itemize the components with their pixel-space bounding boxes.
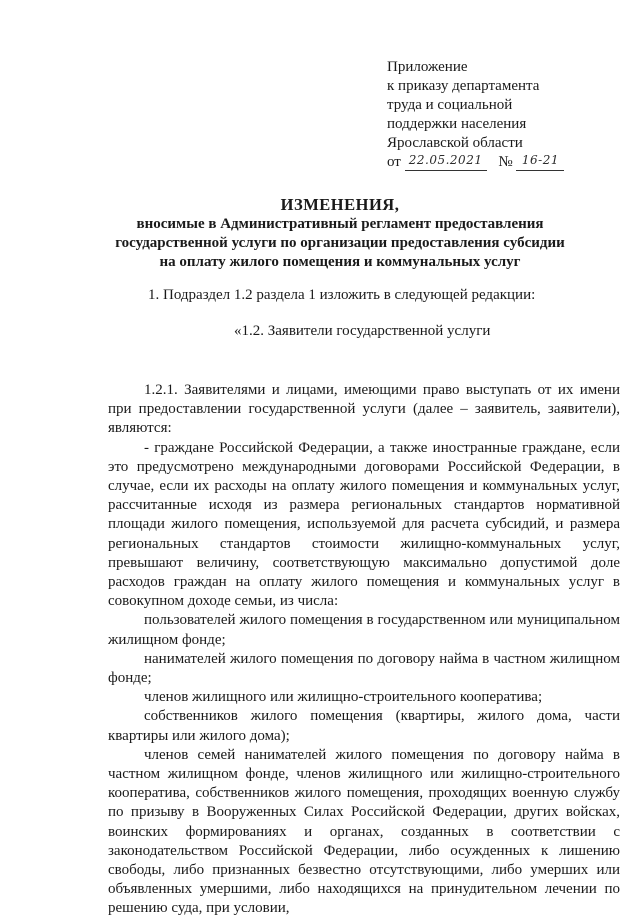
appendix-line: к приказу департамента <box>387 78 540 94</box>
document-title-block <box>60 195 620 272</box>
document-title: ИЗМЕНЕНИЯ, <box>280 195 400 214</box>
paragraph: пользователей жилого помещения в государственном или муниципальном жилищном фонде; <box>108 612 620 648</box>
section-heading: «1.2. Заявители государственной услуги <box>234 323 491 339</box>
appendix-line: поддержки населения <box>387 116 527 132</box>
title-subline: государственной услуги по организации предоставления субсидии <box>115 235 565 251</box>
paragraph: - граждане Российской Федерации, а также иностранные граждане, если это предусмотрено международными договорами Российской Федерации, в случае, если их расходы на оплату жилого помещения и коммунальных услуг, рассчитанные исходя из размера региональных стандартов нормативной площади жилого помещения, используемой для расчета субсидий, и размера региональных стандартов стоимости жилищно-коммунальных услуг, превышают величину, соответствующую максимально допустимой доле расходов граждан на оплату жилого помещения и коммунальных услуг в совокупном доходе семьи, из числа: <box>108 439 620 610</box>
title-subline: на оплату жилого помещения и коммунальных услуг <box>159 254 521 270</box>
intro-paragraph: 1. Подраздел 1.2 раздела 1 изложить в следующей редакции: <box>148 287 536 303</box>
date-prefix: от <box>387 154 401 170</box>
title-subline: вносимые в Административный регламент предоставления <box>136 216 544 232</box>
intro-paragraph-wrap <box>108 286 620 305</box>
handwritten-date: 22.05.2021 <box>405 151 487 171</box>
paragraph: 1.2.1. Заявителями и лицами, имеющими право выступать от их имени при предоставлении государственной услуги (далее – заявитель, заявители), являются: <box>108 382 620 437</box>
paragraph: нанимателей жилого помещения по договору найма в частном жилищном фонде; <box>108 650 620 687</box>
section-heading-wrap <box>108 322 620 341</box>
appendix-line: труда и социальной <box>387 97 513 113</box>
appendix-line: Ярославской области <box>387 135 523 151</box>
handwritten-number: 16-21 <box>516 151 564 171</box>
paragraph: собственников жилого помещения (квартиры, жилого дома, части квартиры или жилого дома); <box>108 708 620 744</box>
paragraph: членов жилищного или жилищно-строительного кооператива; <box>144 689 543 706</box>
main-text <box>108 381 620 919</box>
number-prefix: № <box>498 154 513 170</box>
appendix-line: Приложение <box>387 59 468 75</box>
paragraph: членов семей нанимателей жилого помещения по договору найма в частном жилищном фонде, членов жилищного или жилищно-строительного кооператива, собственников жилого помещения, проходящих военную службу по призыву в Вооруженных Силах Российской Федерации, других войсках, воинских формированиях и органах, созданных в соответствии с законодательством Российской Федерации, либо осужденных к лишению свободы, либо признанных безвестно отсутствующими, либо умерших или объявленных умершими, либо находящихся на принудительном лечении по решению суда, при условии, <box>108 746 620 917</box>
appendix-date-line <box>387 153 627 173</box>
appendix-block <box>387 58 627 173</box>
